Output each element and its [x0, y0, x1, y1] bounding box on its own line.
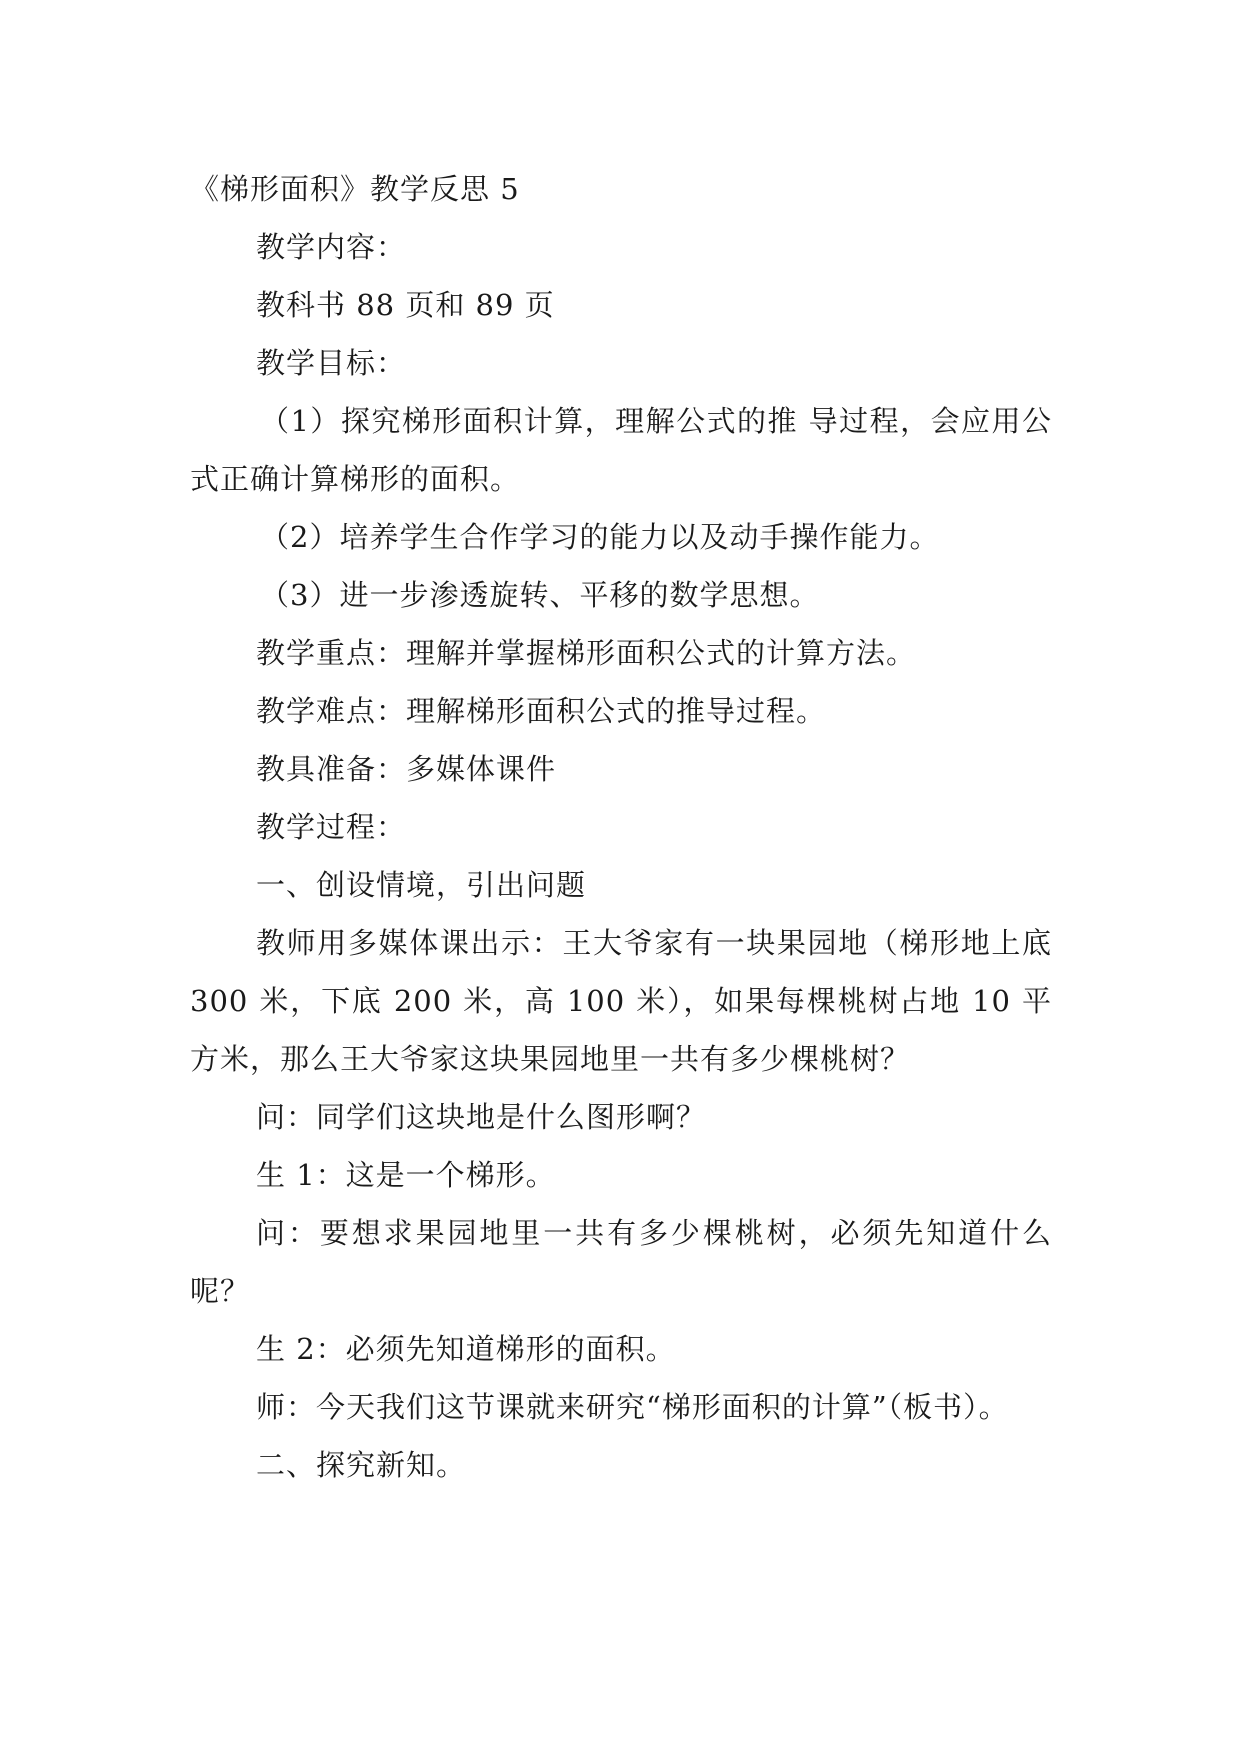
objective-item: （1）探究梯形面积计算，理解公式的推 导过程，会应用公式正确计算梯形的面积。 [190, 404, 1052, 496]
paragraph: 问：同学们这块地是什么图形啊？ [256, 1100, 707, 1134]
document-body [190, 160, 1052, 1494]
teaching-content-label: 教学内容： [256, 230, 407, 264]
difficulty: 教学难点：理解梯形面积公式的推导过程。 [256, 694, 827, 728]
paragraph: 师：今天我们这节课就来研究“梯形面积的计算”（板书）。 [256, 1390, 1009, 1424]
section-heading: 二、探究新知。 [256, 1448, 467, 1482]
objective-item: （2）培养学生合作学习的能力以及动手操作能力。 [260, 520, 940, 554]
textbook-pages: 教科书 88 页和 89 页 [256, 288, 555, 322]
paragraph: 生 2：必须先知道梯形的面积。 [256, 1332, 676, 1366]
paragraph: 生 1：这是一个梯形。 [256, 1158, 556, 1192]
teaching-objectives-label: 教学目标： [256, 346, 407, 380]
key-point: 教学重点：理解并掌握梯形面积公式的计算方法。 [256, 636, 917, 670]
document-title: 《梯形面积》教学反思 5 [190, 172, 520, 206]
materials: 教具准备：多媒体课件 [256, 752, 557, 786]
section-heading: 一、创设情境，引出问题 [256, 868, 587, 902]
paragraph: 问：要想求果园地里一共有多少棵桃树，必须先知道什么呢？ [190, 1216, 1052, 1308]
objective-item: （3）进一步渗透旋转、平移的数学思想。 [260, 578, 820, 612]
process-heading: 教学过程： [256, 810, 407, 844]
paragraph: 教师用多媒体课出示：王大爷家有一块果园地（梯形地上底 300 米，下底 200 米，高 100 米），如果每棵桃树占地 10 平方米，那么王大爷家这块果园地里一共有多少棵桃树？ [190, 926, 1052, 1076]
